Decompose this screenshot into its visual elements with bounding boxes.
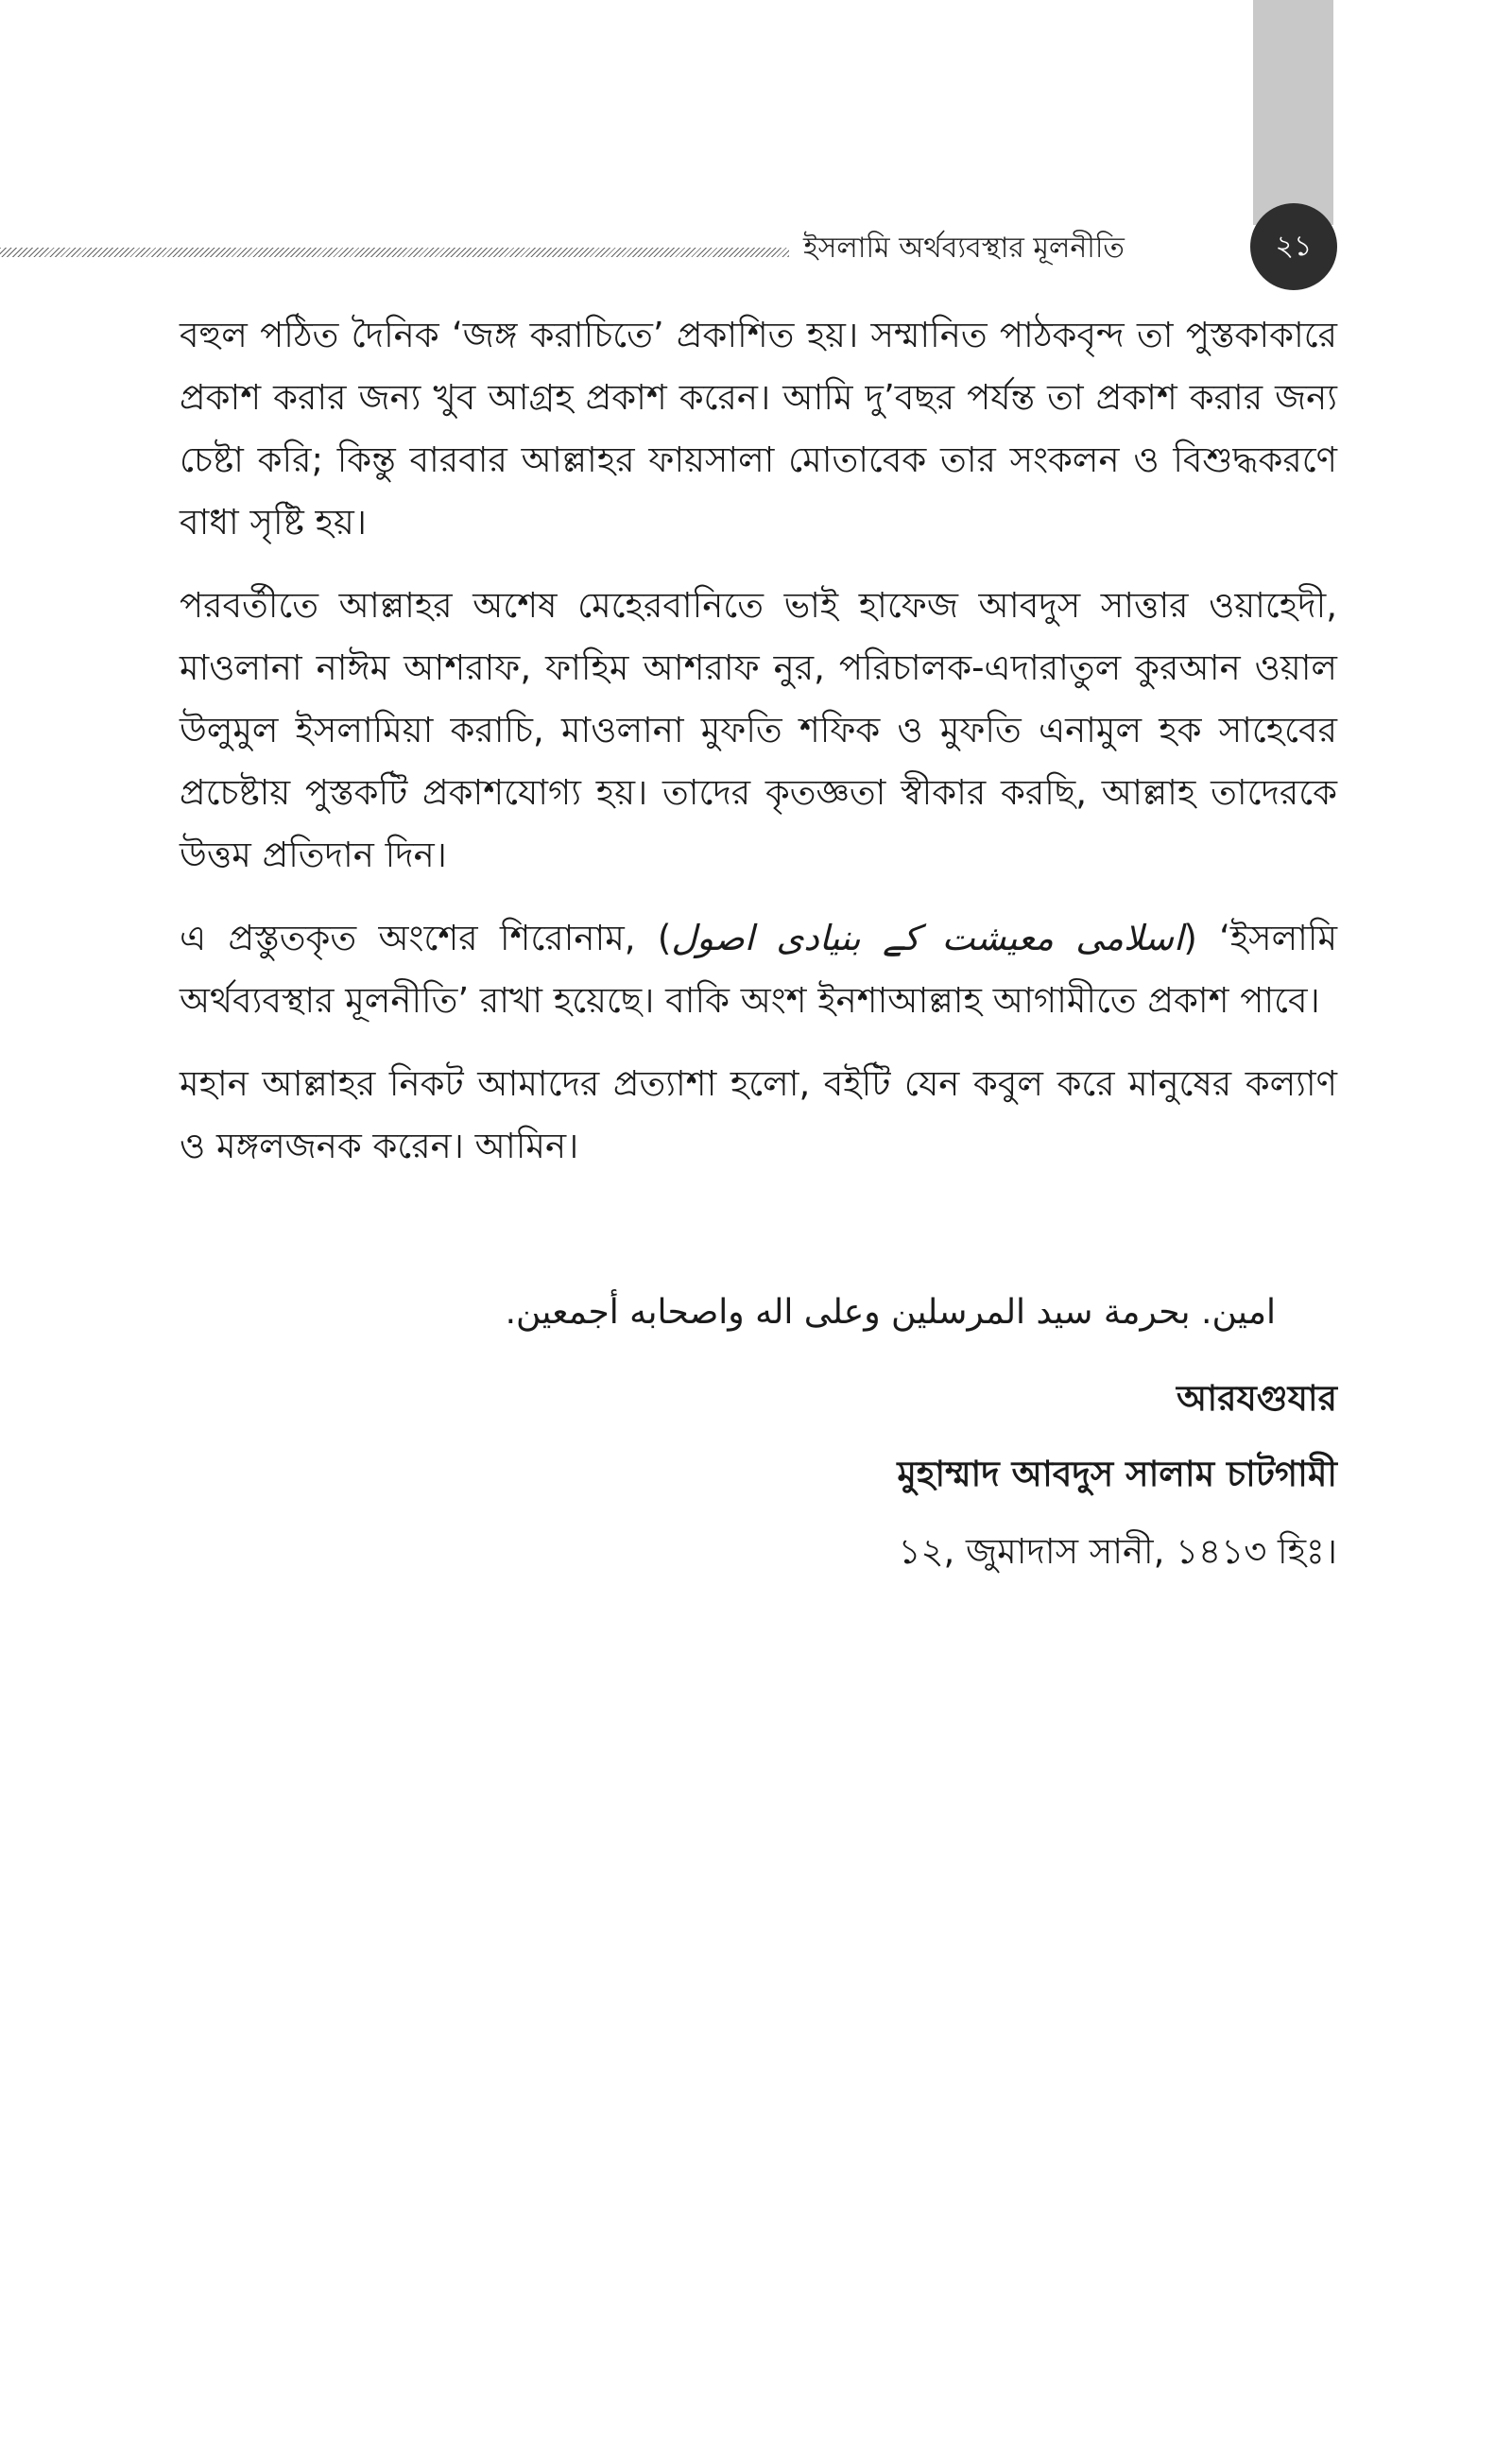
- paragraph-3-after: ) ‘ইসলামি অর্থব্যবস্থার মূলনীতি’ রাখা হয়েছে। বাকি অংশ ইনশাআল্লাহ আগামীতে প্রকাশ পাবে।: [180, 918, 1338, 1021]
- signature-date: ১২, জুমাদাস সানী, ১৪১৩ হিঃ।: [898, 1531, 1337, 1572]
- paragraph-3-before: এ প্রস্তুতকৃত অংশের শিরোনাম, (: [180, 918, 672, 958]
- page-tab-strip: [1253, 0, 1333, 225]
- header-divider: [0, 248, 789, 257]
- arabic-dua: امين. بحرمة سيد المرسلين وعلى اله واصحابه أجمعين.: [505, 1293, 1276, 1332]
- closing-salutation: আরযগুযার: [1176, 1378, 1337, 1419]
- paragraph-4: মহান আল্লাহর নিকট আমাদের প্রত্যাশা হলো, বইটি যেন কবুল করে মানুষের কল্যাণ ও মঙ্গলজনক করেন। আমিন।: [180, 1063, 1337, 1166]
- author-name: মুহাম্মাদ আবদুস সালাম চাটগামী: [897, 1454, 1337, 1494]
- paragraph-3: [180, 907, 1337, 1032]
- running-title: ইসলামি অর্থব্যবস্থার মূলনীতি: [803, 232, 1125, 265]
- page-number-badge: [1250, 203, 1337, 290]
- body-text: [180, 304, 1337, 1198]
- paragraph-2: পরবর্তীতে আল্লাহর অশেষ মেহেরবানিতে ভাই হাফেজ আবদুস সাত্তার ওয়াহেদী, মাওলানা নাঈম আশরাফ, ফাহিম আশরাফ নুর, পরিচালক-এদারাতুল কুরআন ওয়াল উলুমুল ইসলামিয়া করাচি, মাওলানা মুফতি শফিক ও মুফতি এনামুল হক সাহেবের প্রচেষ্টায় পুস্তকটি প্রকাশযোগ্য হয়। তাদের কৃতজ্ঞতা স্বীকার করছি, আল্লাহ তাদেরকে উত্তম প্রতিদান দিন।: [180, 585, 1337, 875]
- urdu-title: اسلامی معیشت کے بنیادی اصول: [671, 918, 1184, 958]
- page-number: ২১: [1275, 229, 1313, 263]
- paragraph-1: বহুল পঠিত দৈনিক ‘জঙ্গ করাচিতে’ প্রকাশিত হয়। সম্মানিত পাঠকবৃন্দ তা পুস্তকাকারে প্রকাশ করার জন্য খুব আগ্রহ প্রকাশ করেন। আমি দু’বছর পর্যন্ত তা প্রকাশ করার জন্য চেষ্টা করি; কিন্তু বারবার আল্লাহর ফায়সালা মোতাবেক তার সংকলন ও বিশুদ্ধকরণে বাধা সৃষ্টি হয়।: [180, 315, 1337, 543]
